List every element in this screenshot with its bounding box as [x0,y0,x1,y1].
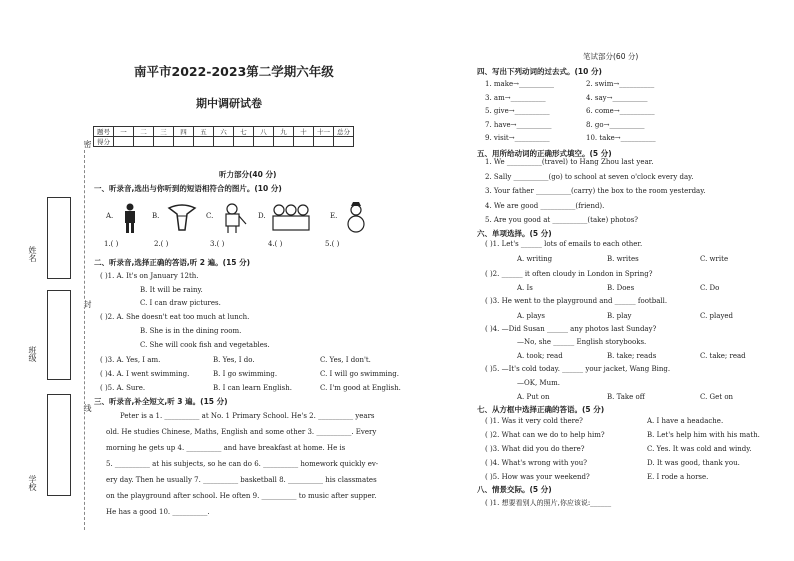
class-box[interactable] [47,290,71,380]
match-answer: A. I have a headache. [647,417,724,425]
question-line: B. I go swimming. [213,370,278,378]
picture-b-skirt-icon [167,202,197,234]
listening-header: 听力部分(40 分) [219,170,277,179]
match-answer: E. I rode a horse. [647,473,709,481]
score-cell[interactable] [254,137,274,147]
picture-e-snowman-icon [343,202,369,234]
section4-heading: 四、写出下列动词的过去式。(10 分) [477,67,602,76]
verb-item[interactable]: 6. come→__________ [586,107,655,115]
score-row-label: 得分 [94,137,114,147]
passage-line: ery day. Then he usually 7. __________ basketball 8. __________ his classmates [106,476,377,484]
fill-line[interactable]: 5. Are you good at __________(take) photos? [485,216,639,224]
choice-line: ( )4. —Did Susan ______ any photos last Sunday? [485,325,657,333]
score-cell[interactable] [214,137,234,147]
question-line: C. I can draw pictures. [140,299,221,307]
question-line: ( )3. A. Yes, I am. [100,356,161,364]
question-line: ( )1. A. It's on January 12th. [100,272,199,280]
fill-line[interactable]: 4. We are good __________(friend). [485,201,605,210]
margin-feng: 封 [83,300,92,308]
section2-heading: 二、听录音,选择正确的答语,听 2 遍。(15 分) [94,258,251,267]
score-header-cell: 四 [174,127,194,137]
choice-line: C. write [700,255,729,263]
score-cell[interactable] [134,137,154,147]
match-question[interactable]: ( )5. How was your weekend? [485,473,590,481]
page-subtitle: 期中调研试卷 [196,97,262,110]
score-header-cell: 十 [294,127,314,137]
match-question[interactable]: ( )4. What's wrong with you? [485,459,587,467]
match-question[interactable]: ( )3. What did you do there? [485,445,585,453]
picture-letter: B. [152,212,160,220]
verb-item[interactable]: 2. swim→__________ [586,80,655,88]
answer-slot[interactable]: 2.( ) [154,240,169,248]
score-cell[interactable] [174,137,194,147]
score-cell[interactable] [294,137,314,147]
fill-line[interactable]: 3. Your father __________(carry) the box to the room yesterday. [485,187,706,195]
passage-line: morning he gets up 4. __________ and have breakfast at home. He is [106,444,346,452]
answer-slot[interactable]: 1.( ) [104,240,119,248]
question-line: ( )2. A. She doesn't eat too much at lunch. [100,313,250,321]
school-label: 学校 [28,475,37,491]
section8-heading: 八、情景交际。(5 分) [477,485,552,494]
score-header-cell: 十一 [314,127,334,137]
choice-line: ( )3. He went to the playground and ______ football. [485,297,668,305]
passage-line: He has a good 10. __________. [106,508,210,516]
answer-slot[interactable]: 5.( ) [325,240,340,248]
score-header-cell: 总分 [334,127,354,137]
class-label: 班级 [28,346,37,362]
choice-line: —No, she ______ English storybooks. [517,338,647,346]
passage-line: old. He studies Chinese, Maths, English and some other 3. __________. Every [106,428,377,436]
name-label: 姓名 [28,246,37,262]
match-question[interactable]: ( )1. Was it very cold there? [485,417,583,425]
score-cell[interactable] [334,137,354,147]
choice-line: B. play [607,312,632,320]
picture-d-family-icon [270,202,312,234]
choice-line: A. writing [517,255,553,263]
choice-line: C. Get on [700,393,734,401]
question-line: B. It will be rainy. [140,286,203,294]
choice-line: A. took; read [517,352,563,360]
written-header: 笔试部分(60 分) [583,52,639,61]
score-header-cell: 九 [274,127,294,137]
choice-line: B. writes [607,255,639,263]
choice-line: B. Does [607,284,635,292]
choice-line: —OK, Mum. [517,379,560,387]
passage-line: 5. __________ at his subjects, so he can do 6. __________ homework quickly ev- [106,460,379,468]
choice-line: ( )5. —It's cold today. ______ your jacket, Wang Bing. [485,365,671,373]
match-answer: D. It was good, thank you. [647,459,740,467]
verb-item[interactable]: 1. make→__________ [485,80,554,88]
match-answer: B. Let's help him with his math. [647,431,760,439]
fill-line[interactable]: 1. We __________(travel) to Hang Zhou last year. [485,158,654,166]
passage-line: Peter is a 1. __________ at No. 1 Primary School. He's 2. __________ years [120,412,375,420]
score-header-cell: 五 [194,127,214,137]
choice-line: A. Is [517,284,533,292]
binding-margin [0,0,92,561]
verb-item[interactable]: 9. visit→__________ [485,134,550,142]
answer-slot[interactable]: 4.( ) [268,240,283,248]
score-header-cell: 三 [154,127,174,137]
score-header-cell: 一 [114,127,134,137]
verb-item[interactable]: 7. have→__________ [485,120,552,129]
score-header-cell: 二 [134,127,154,137]
margin-xian: 线 [83,404,92,412]
choice-line: C. played [700,312,734,320]
score-header-cell: 七 [234,127,254,137]
passage-line: on the playground after school. He often 9. __________ to music after supper. [106,492,377,500]
section1-heading: 一、听录音,选出与你听到的短语相符合的图片。(10 分) [94,184,282,193]
section6-heading: 六、单项选择。(5 分) [477,229,552,238]
question-line: B. She is in the dining room. [140,327,242,335]
picture-c-child-icon [220,202,248,234]
question-line: C. I will go swimming. [320,370,399,378]
match-answer: C. Yes. It was cold and windy. [647,445,752,453]
score-header-cell: 题号 [94,127,114,137]
page-title: 南平市2022-2023第二学期六年级 [134,64,334,79]
margin-mi: 密 [83,140,92,148]
score-cell[interactable] [194,137,214,147]
picture-letter: D. [258,212,266,220]
section8-question1[interactable]: ( )1. 想要看别人的照片,你应该说:______ [485,499,612,507]
section5-heading: 五、用所给动词的正确形式填空。(5 分) [477,149,612,158]
question-line: C. Yes, I don't. [320,356,371,364]
choice-line: A. Put on [517,393,550,401]
section7-heading: 七、从方框中选择正确的答语。(5 分) [477,405,605,414]
picture-a-man-icon [118,202,142,234]
question-line: C. She will cook fish and vegetables. [140,341,270,349]
verb-item[interactable]: 10. take→__________ [586,134,656,142]
question-line: C. I'm good at English. [320,384,401,392]
picture-letter: E. [330,212,338,220]
score-cell[interactable] [314,137,334,147]
score-table [93,126,354,147]
binding-line [84,150,85,530]
question-line: B. Yes, I do. [213,356,255,364]
verb-item[interactable]: 4. say→__________ [586,93,648,102]
school-box[interactable] [47,394,71,496]
score-cell[interactable] [234,137,254,147]
picture-letter: C. [206,212,214,220]
choice-line: B. take; reads [607,352,657,360]
picture-letter: A. [106,212,114,220]
score-cell[interactable] [114,137,134,147]
choice-line: ( )1. Let's ______ lots of emails to each other. [485,240,643,248]
score-cell[interactable] [274,137,294,147]
score-header-cell: 六 [214,127,234,137]
question-line: B. I can learn English. [213,384,292,392]
choice-line: C. take; read [700,352,746,360]
verb-item[interactable]: 5. give→__________ [485,107,550,115]
name-box[interactable] [47,197,71,279]
verb-item[interactable]: 3. am→__________ [485,93,546,102]
section3-heading: 三、听录音,补全短文,听 3 遍。(15 分) [94,397,228,406]
verb-item[interactable]: 8. go→__________ [586,120,645,129]
choice-line: A. plays [517,312,545,320]
answer-slot[interactable]: 3.( ) [210,240,225,248]
question-line: ( )5. A. Sure. [100,384,146,392]
choice-line: ( )2. ______ it often cloudy in London in Spring? [485,270,653,278]
choice-line: B. Take off [607,393,645,401]
fill-line[interactable]: 2. Sally __________(go) to school at seven o'clock every day. [485,172,694,181]
question-line: ( )4. A. I went swimming. [100,370,190,378]
score-cell[interactable] [154,137,174,147]
choice-line: C. Do [700,284,720,292]
match-question[interactable]: ( )2. What can we do to help him? [485,431,605,439]
score-header-cell: 八 [254,127,274,137]
